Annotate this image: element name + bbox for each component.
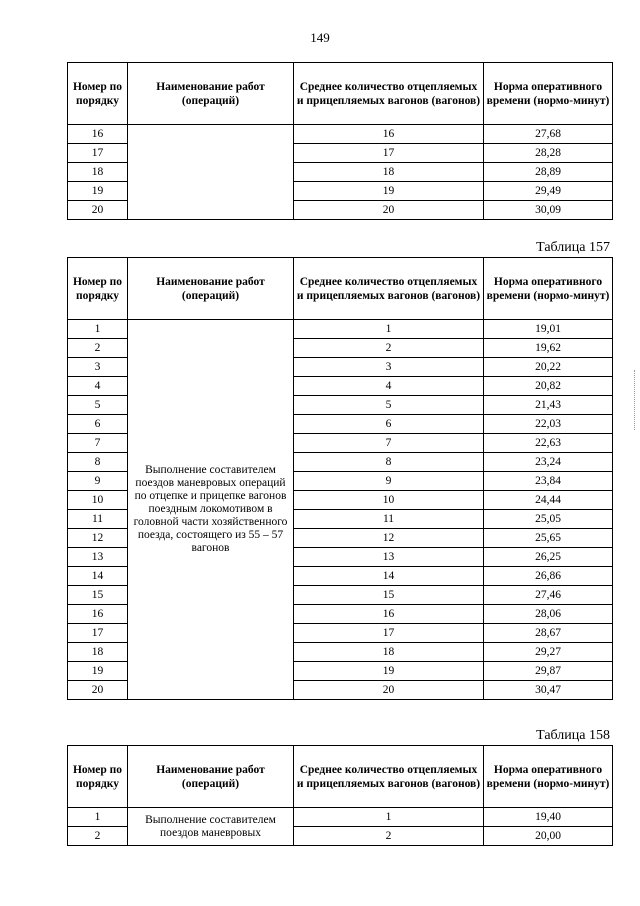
cell-number: 4 — [68, 377, 128, 396]
cell-number: 2 — [68, 339, 128, 358]
cell-norm-time: 24,44 — [484, 491, 613, 510]
margin-mark — [634, 370, 636, 430]
cell-norm-time: 22,03 — [484, 415, 613, 434]
cell-norm-time: 19,01 — [484, 320, 613, 339]
cell-number: 5 — [68, 396, 128, 415]
cell-operation-description: Выполнение составителем поездов маневровых операций по отцепке и прицепке вагонов поездным локомотивом в головной части хозяйственного поезда, состоящего из 55 – 57 вагонов — [128, 320, 294, 700]
cell-norm-time: 26,25 — [484, 548, 613, 567]
header-name: Наименование работ (операций) — [128, 258, 294, 320]
table-header-row — [68, 746, 613, 808]
header-name: Наименование работ (операций) — [128, 746, 294, 808]
cell-norm-time: 25,65 — [484, 529, 613, 548]
header-name: Наименование работ (операций) — [128, 63, 294, 125]
cell-norm-time: 23,84 — [484, 472, 613, 491]
cell-number: 12 — [68, 529, 128, 548]
header-norm: Норма оперативного времени (нормо-минут) — [484, 258, 613, 320]
cell-norm-time: 22,63 — [484, 434, 613, 453]
table-158 — [67, 745, 613, 846]
cell-norm-time: 29,49 — [484, 182, 613, 201]
cell-wagon-count: 16 — [294, 125, 484, 144]
table-157 — [67, 257, 613, 700]
cell-number: 18 — [68, 163, 128, 182]
cell-number: 2 — [68, 827, 128, 846]
cell-norm-time: 30,47 — [484, 681, 613, 700]
cell-wagon-count: 7 — [294, 434, 484, 453]
cell-number: 16 — [68, 125, 128, 144]
cell-norm-time: 19,62 — [484, 339, 613, 358]
cell-wagon-count: 17 — [294, 624, 484, 643]
cell-number: 1 — [68, 808, 128, 827]
cell-wagon-count: 17 — [294, 144, 484, 163]
cell-number: 20 — [68, 681, 128, 700]
cell-norm-time: 20,00 — [484, 827, 613, 846]
cell-wagon-count: 10 — [294, 491, 484, 510]
cell-wagon-count: 2 — [294, 827, 484, 846]
cell-wagon-count: 20 — [294, 681, 484, 700]
cell-wagon-count: 13 — [294, 548, 484, 567]
header-avg: Среднее количество отцепляемых и прицепляемых вагонов (вагонов) — [294, 63, 484, 125]
header-norm: Норма оперативного времени (нормо-минут) — [484, 746, 613, 808]
cell-operation-description — [128, 125, 294, 220]
cell-norm-time: 30,09 — [484, 201, 613, 220]
table-header-row — [68, 63, 613, 125]
cell-number: 13 — [68, 548, 128, 567]
cell-norm-time: 27,46 — [484, 586, 613, 605]
cell-number: 19 — [68, 662, 128, 681]
table-row — [68, 125, 613, 144]
cell-wagon-count: 5 — [294, 396, 484, 415]
header-avg: Среднее количество отцепляемых и прицепляемых вагонов (вагонов) — [294, 746, 484, 808]
cell-norm-time: 23,24 — [484, 453, 613, 472]
cell-norm-time: 20,82 — [484, 377, 613, 396]
cell-number: 7 — [68, 434, 128, 453]
table-158-caption: Таблица 158 — [536, 728, 610, 743]
header-avg: Среднее количество отцепляемых и прицепляемых вагонов (вагонов) — [294, 258, 484, 320]
page-number: 149 — [310, 30, 330, 45]
cell-number: 6 — [68, 415, 128, 434]
cell-wagon-count: 4 — [294, 377, 484, 396]
cell-number: 20 — [68, 201, 128, 220]
cell-wagon-count: 9 — [294, 472, 484, 491]
cell-operation-description: Выполнение составителем поездов маневровых — [128, 808, 294, 846]
cell-wagon-count: 3 — [294, 358, 484, 377]
cell-norm-time: 20,22 — [484, 358, 613, 377]
cell-norm-time: 28,06 — [484, 605, 613, 624]
cell-number: 18 — [68, 643, 128, 662]
header-num: Номер по порядку — [68, 63, 128, 125]
cell-wagon-count: 18 — [294, 163, 484, 182]
cell-number: 9 — [68, 472, 128, 491]
table-row — [68, 320, 613, 339]
cell-number: 3 — [68, 358, 128, 377]
cell-norm-time: 29,87 — [484, 662, 613, 681]
cell-norm-time: 28,28 — [484, 144, 613, 163]
cell-wagon-count: 1 — [294, 808, 484, 827]
cell-number: 17 — [68, 144, 128, 163]
cell-wagon-count: 2 — [294, 339, 484, 358]
cell-norm-time: 27,68 — [484, 125, 613, 144]
cell-wagon-count: 1 — [294, 320, 484, 339]
cell-wagon-count: 19 — [294, 182, 484, 201]
cell-norm-time: 29,27 — [484, 643, 613, 662]
table-row — [68, 808, 613, 827]
cell-norm-time: 28,89 — [484, 163, 613, 182]
cell-norm-time: 28,67 — [484, 624, 613, 643]
cell-number: 16 — [68, 605, 128, 624]
table-continued — [67, 62, 613, 220]
cell-number: 19 — [68, 182, 128, 201]
cell-number: 15 — [68, 586, 128, 605]
cell-number: 11 — [68, 510, 128, 529]
cell-number: 10 — [68, 491, 128, 510]
cell-wagon-count: 19 — [294, 662, 484, 681]
header-num: Номер по порядку — [68, 746, 128, 808]
header-num: Номер по порядку — [68, 258, 128, 320]
cell-number: 14 — [68, 567, 128, 586]
cell-wagon-count: 11 — [294, 510, 484, 529]
table-header-row — [68, 258, 613, 320]
cell-wagon-count: 16 — [294, 605, 484, 624]
cell-wagon-count: 6 — [294, 415, 484, 434]
cell-wagon-count: 18 — [294, 643, 484, 662]
cell-wagon-count: 20 — [294, 201, 484, 220]
cell-norm-time: 25,05 — [484, 510, 613, 529]
cell-wagon-count: 8 — [294, 453, 484, 472]
cell-wagon-count: 14 — [294, 567, 484, 586]
cell-norm-time: 26,86 — [484, 567, 613, 586]
cell-number: 8 — [68, 453, 128, 472]
cell-norm-time: 21,43 — [484, 396, 613, 415]
cell-norm-time: 19,40 — [484, 808, 613, 827]
cell-wagon-count: 12 — [294, 529, 484, 548]
cell-wagon-count: 15 — [294, 586, 484, 605]
cell-number: 1 — [68, 320, 128, 339]
cell-number: 17 — [68, 624, 128, 643]
table-157-caption: Таблица 157 — [536, 240, 610, 255]
header-norm: Норма оперативного времени (нормо-минут) — [484, 63, 613, 125]
